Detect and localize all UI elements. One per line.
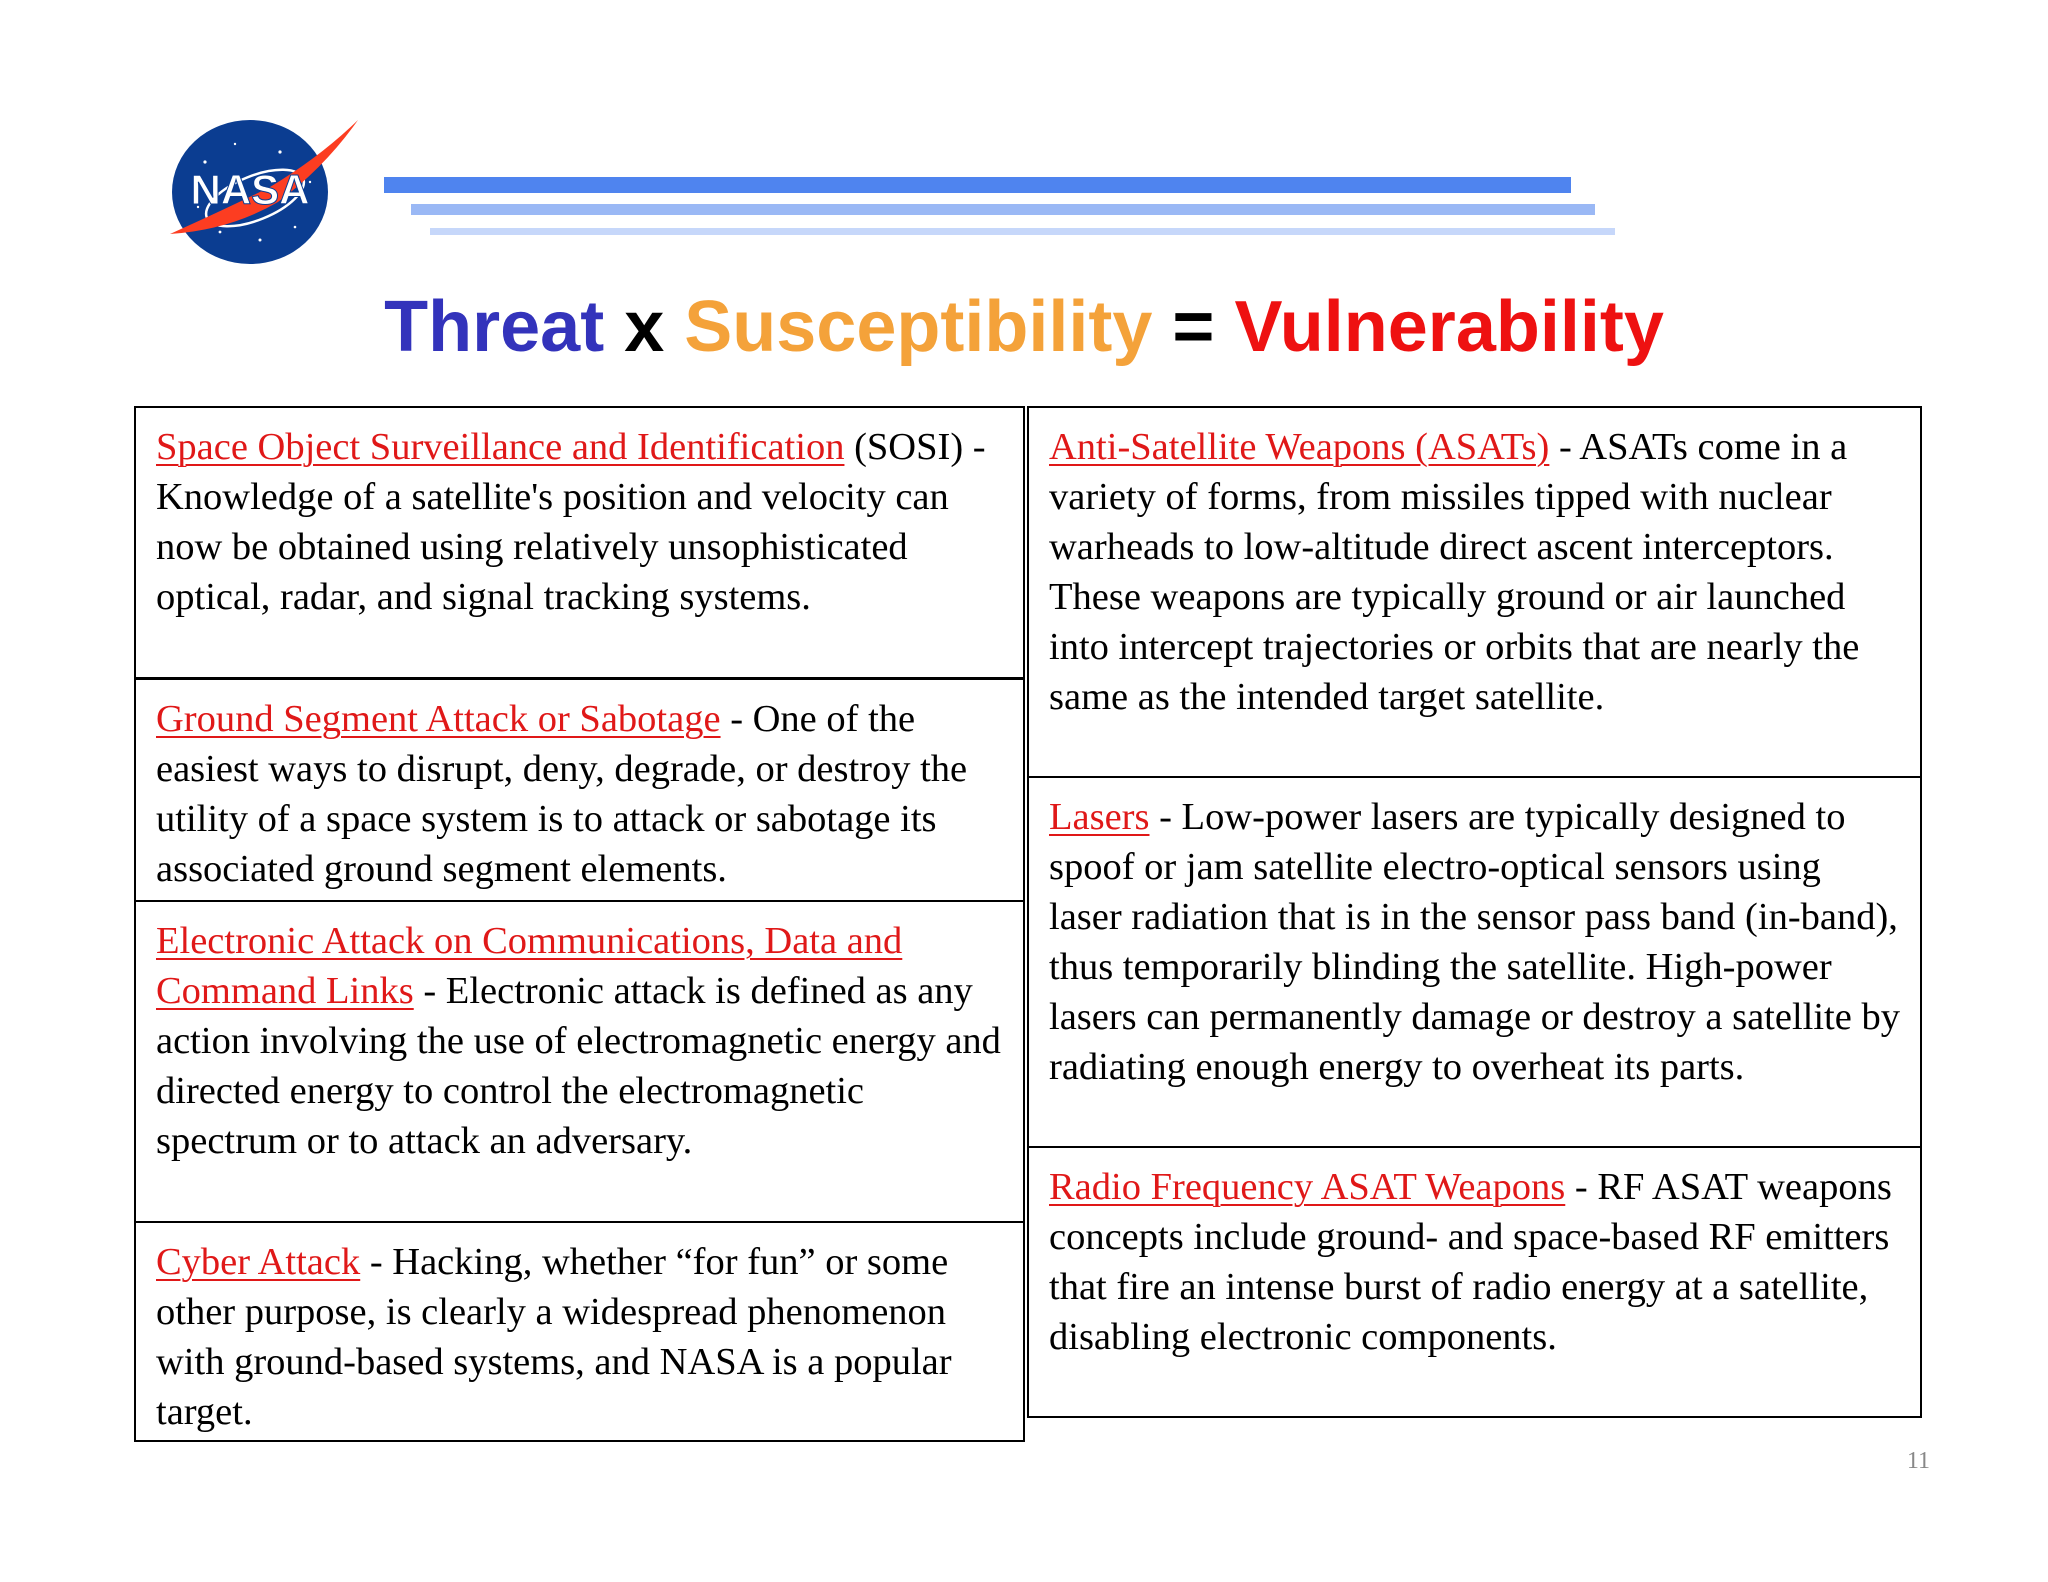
- threat-text-lasers: - Low-power lasers are typically designed to spoof or jam satellite electro-optical sensors using laser radiation that is in the sensor pass band (in-band), thus temporarily blinding the satellite. High-power lasers can permanently damage or destroy a satellite by radiating enough energy to overheat its parts.: [1049, 796, 1900, 1088]
- threat-text-ground-segment: - One of the easiest ways to disrupt, deny, degrade, or destroy the utility of a space system is to attack or sabotage its associated ground segment elements.: [156, 698, 968, 890]
- threat-text-rf-asat: - RF ASAT weapons concepts include ground- and space-based RF emitters that fire an intense burst of radio energy at a satellite, disabling electronic components.: [1049, 1166, 1892, 1358]
- threat-text-sosi: (SOSI) - Knowledge of a satellite's position and velocity can now be obtained using relatively unsophisticated optical, radar, and signal tracking systems.: [156, 426, 986, 618]
- threat-label-electronic-attack[interactable]: Electronic Attack on Communications, Data and Command Links: [156, 920, 903, 1012]
- page-number: 11: [1906, 1448, 1930, 1474]
- threat-box-asats: [1027, 406, 1922, 778]
- logo-wordmark: NASA: [190, 166, 310, 213]
- title-vulnerability: Vulnerability: [1234, 287, 1664, 367]
- threat-box-lasers: [1027, 776, 1922, 1148]
- threat-label-lasers[interactable]: Lasers: [1049, 796, 1150, 838]
- threat-text-cyber-attack: - Hacking, whether “for fun” or some other purpose, is clearly a widespread phenomenon with ground-based systems, and NASA is a popular target.: [156, 1241, 952, 1433]
- threat-box-rf-asat: [1027, 1146, 1922, 1418]
- threat-label-asats[interactable]: Anti-Satellite Weapons (ASATs): [1049, 426, 1550, 468]
- threat-label-cyber-attack[interactable]: Cyber Attack: [156, 1241, 361, 1283]
- title-times: x: [624, 287, 665, 367]
- threat-text-asats: - ASATs come in a variety of forms, from missiles tipped with nuclear warheads to low-altitude direct ascent interceptors. These weapons are typically ground or air launched into intercept trajectories or orbits that are nearly the same as the intended target satellite.: [1049, 426, 1860, 718]
- header-rule-1: [384, 177, 1571, 193]
- header-rule-3: [430, 228, 1615, 235]
- threat-label-sosi[interactable]: Space Object Surveillance and Identification: [156, 426, 845, 468]
- threat-box-ground-segment: [134, 678, 1025, 903]
- title-threat: Threat: [384, 287, 605, 367]
- slide-title: [0, 282, 2048, 372]
- title-equals: =: [1172, 287, 1215, 367]
- threat-text-electronic-attack: - Electronic attack is defined as any action involving the use of electromagnetic energy and directed energy to control the electromagnetic spectrum or to attack an adversary.: [156, 970, 1001, 1162]
- nasa-logo: [160, 112, 360, 272]
- threat-box-sosi: [134, 406, 1025, 680]
- header-rule-2: [411, 204, 1595, 215]
- title-susceptibility: Susceptibility: [684, 287, 1153, 367]
- threat-box-electronic-attack: [134, 900, 1025, 1224]
- threat-box-cyber-attack: [134, 1221, 1025, 1442]
- threat-label-ground-segment[interactable]: Ground Segment Attack or Sabotage: [156, 698, 721, 740]
- threat-label-rf-asat[interactable]: Radio Frequency ASAT Weapons: [1049, 1166, 1566, 1208]
